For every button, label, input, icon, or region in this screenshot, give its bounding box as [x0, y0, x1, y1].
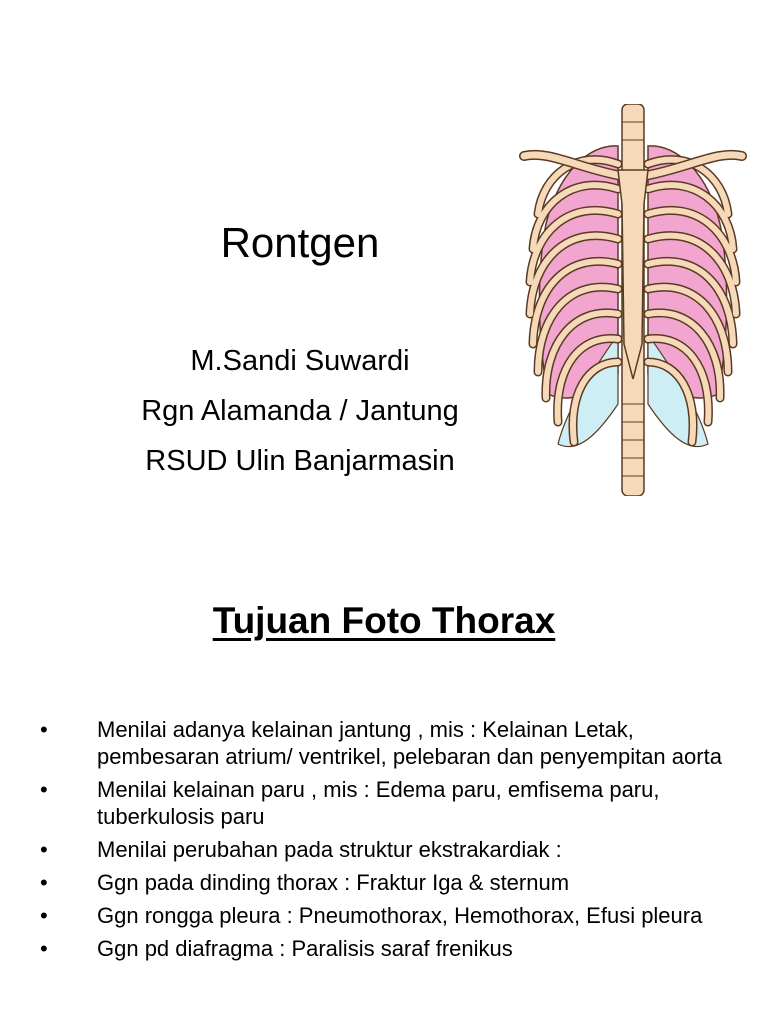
list-item-text: Ggn pada dinding thorax : Fraktur Iga & sternum: [97, 870, 570, 895]
section-title: Tujuan Foto Thorax: [212, 600, 556, 641]
rib-cage-illustration: [518, 104, 748, 496]
slide-title: Rontgen: [220, 219, 380, 266]
list-item: [40, 836, 740, 863]
bullet-marker: •: [40, 717, 48, 742]
bullet-marker: •: [40, 936, 48, 961]
content-slide: [0, 560, 768, 1024]
list-item: [40, 869, 740, 896]
objectives-list: [40, 716, 740, 968]
list-item: [40, 902, 740, 929]
presenter-name: M.Sandi Suwardi: [190, 345, 410, 377]
bullet-marker: •: [40, 777, 48, 802]
list-item-text: Menilai perubahan pada struktur ekstrakardiak :: [97, 837, 562, 862]
list-item-text: Menilai kelainan paru , mis : Edema paru, emfisema paru, tuberkulosis paru: [97, 777, 660, 829]
list-item-text: Ggn pd diafragma : Paralisis saraf frenikus: [97, 936, 513, 961]
list-item-text: Ggn rongga pleura : Pneumothorax, Hemothorax, Efusi pleura: [97, 903, 703, 928]
presenter-hospital: RSUD Ulin Banjarmasin: [145, 445, 455, 477]
bullet-marker: •: [40, 870, 48, 895]
list-item-text: Menilai adanya kelainan jantung , mis : Kelainan Letak, pembesaran atrium/ ventrikel, pelebaran dan penyempitan aorta: [97, 717, 722, 769]
list-item: [40, 935, 740, 962]
list-item: [40, 776, 740, 830]
presenter-info: [60, 336, 540, 486]
bullet-marker: •: [40, 837, 48, 862]
list-item: [40, 716, 740, 770]
bullet-marker: •: [40, 903, 48, 928]
presenter-unit: Rgn Alamanda / Jantung: [141, 395, 459, 427]
